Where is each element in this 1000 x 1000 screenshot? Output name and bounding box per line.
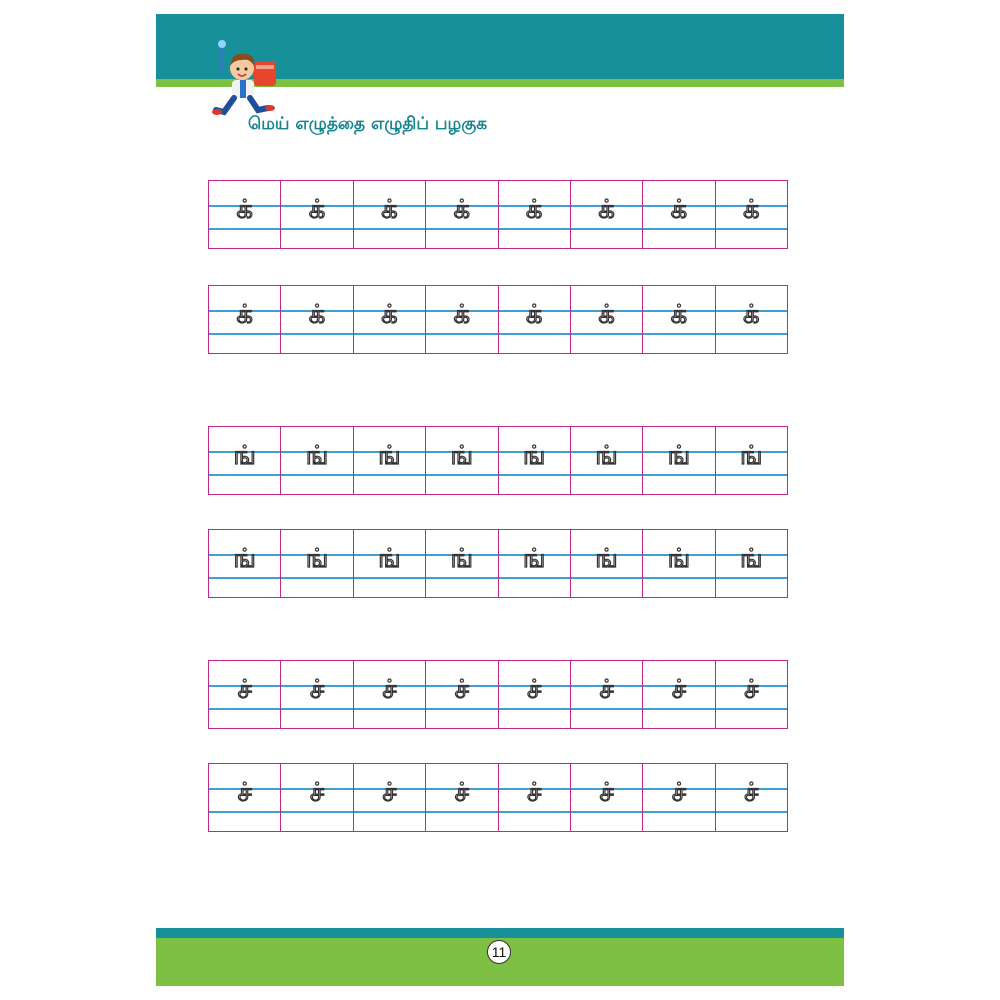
trace-letter: ச் <box>454 778 470 808</box>
guide-line <box>426 228 497 230</box>
practice-cell[interactable] <box>571 530 643 597</box>
practice-cell[interactable] <box>643 181 715 248</box>
trace-letter: க் <box>742 195 760 225</box>
practice-cell[interactable] <box>571 286 643 353</box>
trace-letter: ங் <box>522 544 546 574</box>
trace-letter: க் <box>381 300 398 330</box>
trace-letter: க் <box>236 195 253 225</box>
guide-line <box>716 708 787 710</box>
guide-line <box>209 708 280 710</box>
practice-cell[interactable] <box>354 530 426 597</box>
guide-line <box>426 474 497 476</box>
trace-letter: ங் <box>233 544 257 574</box>
practice-cell[interactable] <box>354 427 426 494</box>
trace-letter: ங் <box>522 441 546 471</box>
trace-letter: ச் <box>599 778 614 808</box>
guide-line <box>281 333 352 335</box>
guide-line <box>354 577 425 579</box>
guide-line <box>716 811 787 813</box>
trace-letter: க் <box>670 195 688 225</box>
guide-line <box>281 811 352 813</box>
trace-letter: க் <box>381 195 398 225</box>
practice-cell[interactable] <box>281 661 353 728</box>
practice-cell[interactable] <box>716 530 787 597</box>
practice-cell[interactable] <box>571 661 643 728</box>
trace-letter: ச் <box>671 778 687 808</box>
trace-letter: ச் <box>526 778 542 808</box>
trace-letter: ச் <box>744 778 759 808</box>
guide-line <box>716 333 787 335</box>
practice-cell[interactable] <box>716 764 787 831</box>
trace-letter: ங் <box>739 544 763 574</box>
trace-letter: ங் <box>305 441 329 471</box>
trace-letter: ச் <box>744 675 759 705</box>
practice-cell[interactable] <box>716 286 787 353</box>
practice-cell[interactable] <box>571 181 643 248</box>
boy-with-book-icon <box>212 38 284 124</box>
guide-line <box>643 577 714 579</box>
trace-letter: ச் <box>671 675 687 705</box>
guide-line <box>281 228 352 230</box>
guide-line <box>354 811 425 813</box>
guide-line <box>571 228 642 230</box>
trace-letter: க் <box>598 300 615 330</box>
practice-cell[interactable] <box>426 427 498 494</box>
practice-cell[interactable] <box>354 286 426 353</box>
trace-letter: ச் <box>382 675 397 705</box>
practice-cell[interactable] <box>209 181 281 248</box>
practice-cell[interactable] <box>281 530 353 597</box>
practice-cell[interactable] <box>426 530 498 597</box>
trace-letter: க் <box>525 195 543 225</box>
practice-cell[interactable] <box>499 661 571 728</box>
practice-cell[interactable] <box>426 286 498 353</box>
guide-line <box>209 228 280 230</box>
trace-letter: க் <box>742 300 760 330</box>
guide-line <box>281 708 352 710</box>
trace-letter: க் <box>525 300 543 330</box>
guide-line <box>354 474 425 476</box>
practice-cell[interactable] <box>571 764 643 831</box>
trace-letter: க் <box>598 195 615 225</box>
guide-line <box>571 811 642 813</box>
practice-cell[interactable] <box>499 286 571 353</box>
trace-letter: ங் <box>595 441 618 471</box>
page-title: மெய் எழுத்தை எழுதிப் பழகுக <box>248 114 488 134</box>
trace-letter: க் <box>308 195 326 225</box>
worksheet-page <box>156 14 844 986</box>
practice-cell[interactable] <box>209 661 281 728</box>
guide-line <box>571 577 642 579</box>
practice-cell[interactable] <box>426 181 498 248</box>
guide-line <box>426 811 497 813</box>
trace-letter: ங் <box>595 544 618 574</box>
guide-line <box>209 474 280 476</box>
guide-line <box>354 228 425 230</box>
trace-letter: க் <box>236 300 253 330</box>
practice-cell[interactable] <box>643 427 715 494</box>
trace-letter: ச் <box>382 778 397 808</box>
practice-cell[interactable] <box>209 530 281 597</box>
practice-cell[interactable] <box>643 530 715 597</box>
practice-cell[interactable] <box>571 427 643 494</box>
practice-cell[interactable] <box>209 286 281 353</box>
practice-cell[interactable] <box>209 427 281 494</box>
guide-line <box>209 577 280 579</box>
guide-line <box>426 708 497 710</box>
practice-cell[interactable] <box>426 661 498 728</box>
practice-cell[interactable] <box>716 427 787 494</box>
trace-letter: க் <box>453 300 471 330</box>
guide-line <box>643 474 714 476</box>
trace-letter: க் <box>308 300 326 330</box>
guide-line <box>354 708 425 710</box>
guide-line <box>499 811 570 813</box>
trace-letter: ச் <box>454 675 470 705</box>
practice-row <box>208 660 788 729</box>
guide-line <box>643 333 714 335</box>
guide-line <box>716 577 787 579</box>
practice-cell[interactable] <box>209 764 281 831</box>
trace-letter: க் <box>670 300 688 330</box>
guide-line <box>281 577 352 579</box>
guide-line <box>499 474 570 476</box>
guide-line <box>571 708 642 710</box>
trace-letter: ச் <box>237 778 252 808</box>
trace-letter: ங் <box>667 544 691 574</box>
trace-letter: ங் <box>378 544 401 574</box>
guide-line <box>571 333 642 335</box>
practice-row <box>208 426 788 495</box>
practice-row <box>208 763 788 832</box>
practice-cell[interactable] <box>281 181 353 248</box>
guide-line <box>499 333 570 335</box>
practice-row <box>208 180 788 249</box>
practice-cell[interactable] <box>643 661 715 728</box>
practice-cell[interactable] <box>643 286 715 353</box>
practice-cell[interactable] <box>499 530 571 597</box>
practice-cell[interactable] <box>643 764 715 831</box>
guide-line <box>499 708 570 710</box>
trace-letter: ச் <box>309 778 325 808</box>
practice-cell[interactable] <box>281 764 353 831</box>
footer-stripe <box>156 928 844 938</box>
guide-line <box>716 228 787 230</box>
page-number: 11 <box>487 940 511 964</box>
guide-line <box>571 474 642 476</box>
guide-line <box>643 228 714 230</box>
guide-line <box>209 333 280 335</box>
practice-cell[interactable] <box>354 181 426 248</box>
guide-line <box>643 708 714 710</box>
guide-line <box>643 811 714 813</box>
guide-line <box>499 228 570 230</box>
trace-letter: க் <box>453 195 471 225</box>
trace-letter: ங் <box>233 441 257 471</box>
practice-cell[interactable] <box>499 427 571 494</box>
trace-letter: ச் <box>237 675 252 705</box>
practice-row <box>208 285 788 354</box>
trace-letter: ங் <box>667 441 691 471</box>
practice-cell[interactable] <box>499 764 571 831</box>
guide-line <box>354 333 425 335</box>
practice-cell[interactable] <box>716 181 787 248</box>
practice-row <box>208 529 788 598</box>
practice-cell[interactable] <box>354 764 426 831</box>
guide-line <box>716 474 787 476</box>
practice-cell[interactable] <box>281 286 353 353</box>
practice-cell[interactable] <box>499 181 571 248</box>
practice-cell[interactable] <box>716 661 787 728</box>
trace-letter: ச் <box>309 675 325 705</box>
trace-letter: ங் <box>450 441 474 471</box>
trace-letter: ச் <box>599 675 614 705</box>
practice-cell[interactable] <box>426 764 498 831</box>
practice-cell[interactable] <box>281 427 353 494</box>
trace-letter: ங் <box>450 544 474 574</box>
guide-line <box>499 577 570 579</box>
trace-letter: ச் <box>526 675 542 705</box>
trace-letter: ங் <box>378 441 401 471</box>
guide-line <box>209 811 280 813</box>
guide-line <box>426 577 497 579</box>
practice-cell[interactable] <box>354 661 426 728</box>
guide-line <box>426 333 497 335</box>
trace-letter: ங் <box>305 544 329 574</box>
guide-line <box>281 474 352 476</box>
trace-letter: ங் <box>739 441 763 471</box>
